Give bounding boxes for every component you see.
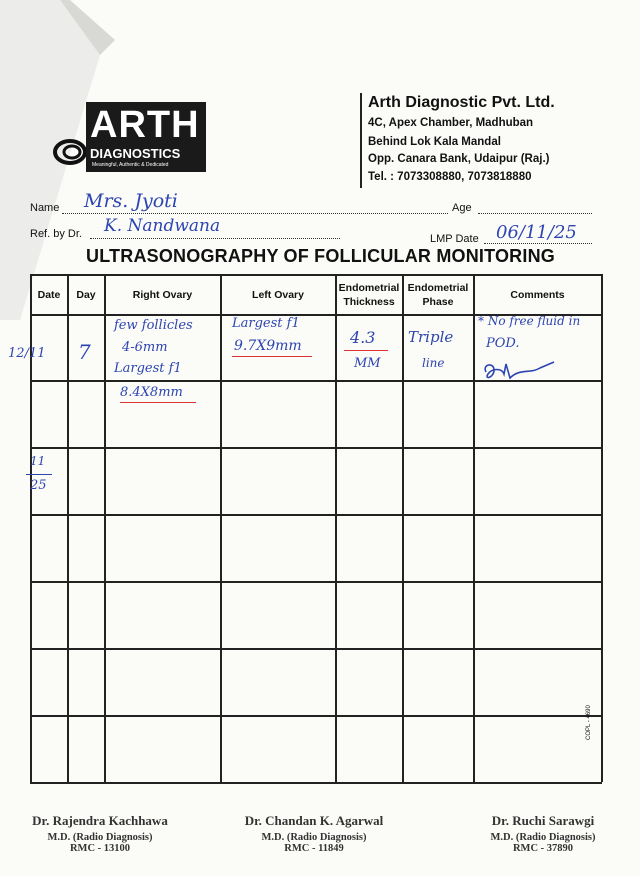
date-fraction-bar [26, 474, 52, 475]
table-col-line [67, 274, 69, 782]
lmp-label: LMP Date [430, 233, 479, 245]
underline-mark [120, 402, 196, 403]
row1-date[interactable]: 12/11 [8, 346, 46, 361]
table-row-divider [30, 581, 602, 583]
row3-date-line1[interactable]: 11 [30, 454, 46, 468]
underline-mark [232, 356, 312, 357]
table-row-divider [30, 715, 602, 717]
header-day: Day [76, 289, 96, 301]
doctor-qualification: M.D. (Radio Diagnosis) [490, 832, 596, 843]
table-col-line [220, 274, 222, 782]
header-divider [360, 93, 362, 188]
doctor-2 [218, 813, 410, 854]
logo-tagline: Meaningful, Authentic & Dedicated [92, 162, 169, 168]
doctor-qualification: M.D. (Radio Diagnosis) [261, 832, 367, 843]
row1-right-ovary-line2[interactable]: 4-6mm [122, 340, 168, 355]
row1-day[interactable]: 7 [78, 340, 91, 364]
row3-date-line2[interactable]: 25 [30, 478, 47, 493]
row1-right-ovary-line4[interactable]: 8.4X8mm [120, 385, 183, 400]
signature-image [480, 356, 560, 386]
row1-right-ovary-line1[interactable]: few follicles [114, 318, 193, 333]
lmp-line [484, 243, 592, 244]
logo-swirl-icon [48, 138, 86, 166]
row1-left-ovary-line2[interactable]: 9.7X9mm [234, 338, 302, 354]
row1-phase-line1[interactable]: Triple [408, 328, 454, 346]
doctor-rmc: RMC - 11849 [284, 843, 344, 854]
row1-left-ovary-line1[interactable]: Largest f1 [232, 316, 300, 331]
form-code: COPL - 4690 [586, 705, 592, 740]
row1-right-ovary-line3[interactable]: Largest f1 [114, 361, 182, 376]
doctor-rmc: RMC - 13100 [69, 843, 131, 854]
company-name: Arth Diagnostic Pvt. Ltd. [368, 94, 555, 111]
row1-comments-line2[interactable]: POD. [486, 336, 520, 351]
company-address-2: Behind Lok Kala Mandal [368, 136, 501, 148]
table-row-divider [30, 514, 602, 516]
doctor-3 [452, 813, 634, 854]
doctor-qualification: M.D. (Radio Diagnosis) [47, 832, 153, 843]
doctor-name: Dr. Ruchi Sarawgi [491, 813, 595, 828]
logo [86, 102, 206, 172]
row1-comments-line1[interactable]: * No free fluid in [478, 314, 581, 328]
doctor-1 [10, 813, 190, 854]
doctor-name: Dr. Chandan K. Agarwal [244, 813, 384, 828]
name-value[interactable]: Mrs. Jyoti [84, 190, 178, 212]
table-row-divider [30, 447, 602, 449]
header-comments: Comments [510, 289, 565, 301]
company-tel: Tel. : 7073308880, 7073818880 [368, 171, 532, 183]
table-col-line [601, 274, 603, 782]
age-label: Age [452, 202, 472, 214]
table-col-line [335, 274, 337, 782]
ref-value[interactable]: K. Nandwana [104, 216, 221, 236]
logo-sub: DIAGNOSTICS [90, 146, 181, 161]
ref-line [90, 238, 340, 239]
underline-mark [344, 350, 388, 351]
doctor-rmc: RMC - 37890 [512, 843, 574, 854]
table-col-line [104, 274, 106, 782]
table-col-line [473, 274, 475, 782]
name-line [62, 213, 448, 214]
ref-label: Ref. by Dr. [30, 228, 82, 240]
header-right-ovary: Right Ovary [132, 289, 193, 301]
page-title: ULTRASONOGRAPHY OF FOLLICULAR MONITORING [86, 246, 555, 266]
name-label: Name [30, 202, 60, 214]
table-row-divider [30, 648, 602, 650]
company-address-1: 4C, Apex Chamber, Madhuban [368, 117, 534, 129]
header-endometrial-phase: Endometrial Phase [407, 282, 469, 308]
header-endometrial-thickness: Endometrial Thickness [338, 282, 400, 308]
doctor-name: Dr. Rajendra Kachhawa [32, 813, 168, 828]
row1-thickness-value[interactable]: 4.3 [350, 328, 376, 347]
logo-brand: ARTH [90, 104, 200, 146]
table-border-bottom [30, 782, 602, 784]
row1-phase-line2[interactable]: line [422, 356, 445, 370]
header-date: Date [37, 289, 61, 301]
header-left-ovary: Left Ovary [252, 289, 304, 301]
table-col-line [402, 274, 404, 782]
company-address-3: Opp. Canara Bank, Udaipur (Raj.) [368, 153, 550, 165]
lmp-value[interactable]: 06/11/25 [496, 222, 577, 243]
age-line[interactable] [478, 213, 592, 214]
row1-thickness-unit[interactable]: MM [354, 356, 381, 371]
